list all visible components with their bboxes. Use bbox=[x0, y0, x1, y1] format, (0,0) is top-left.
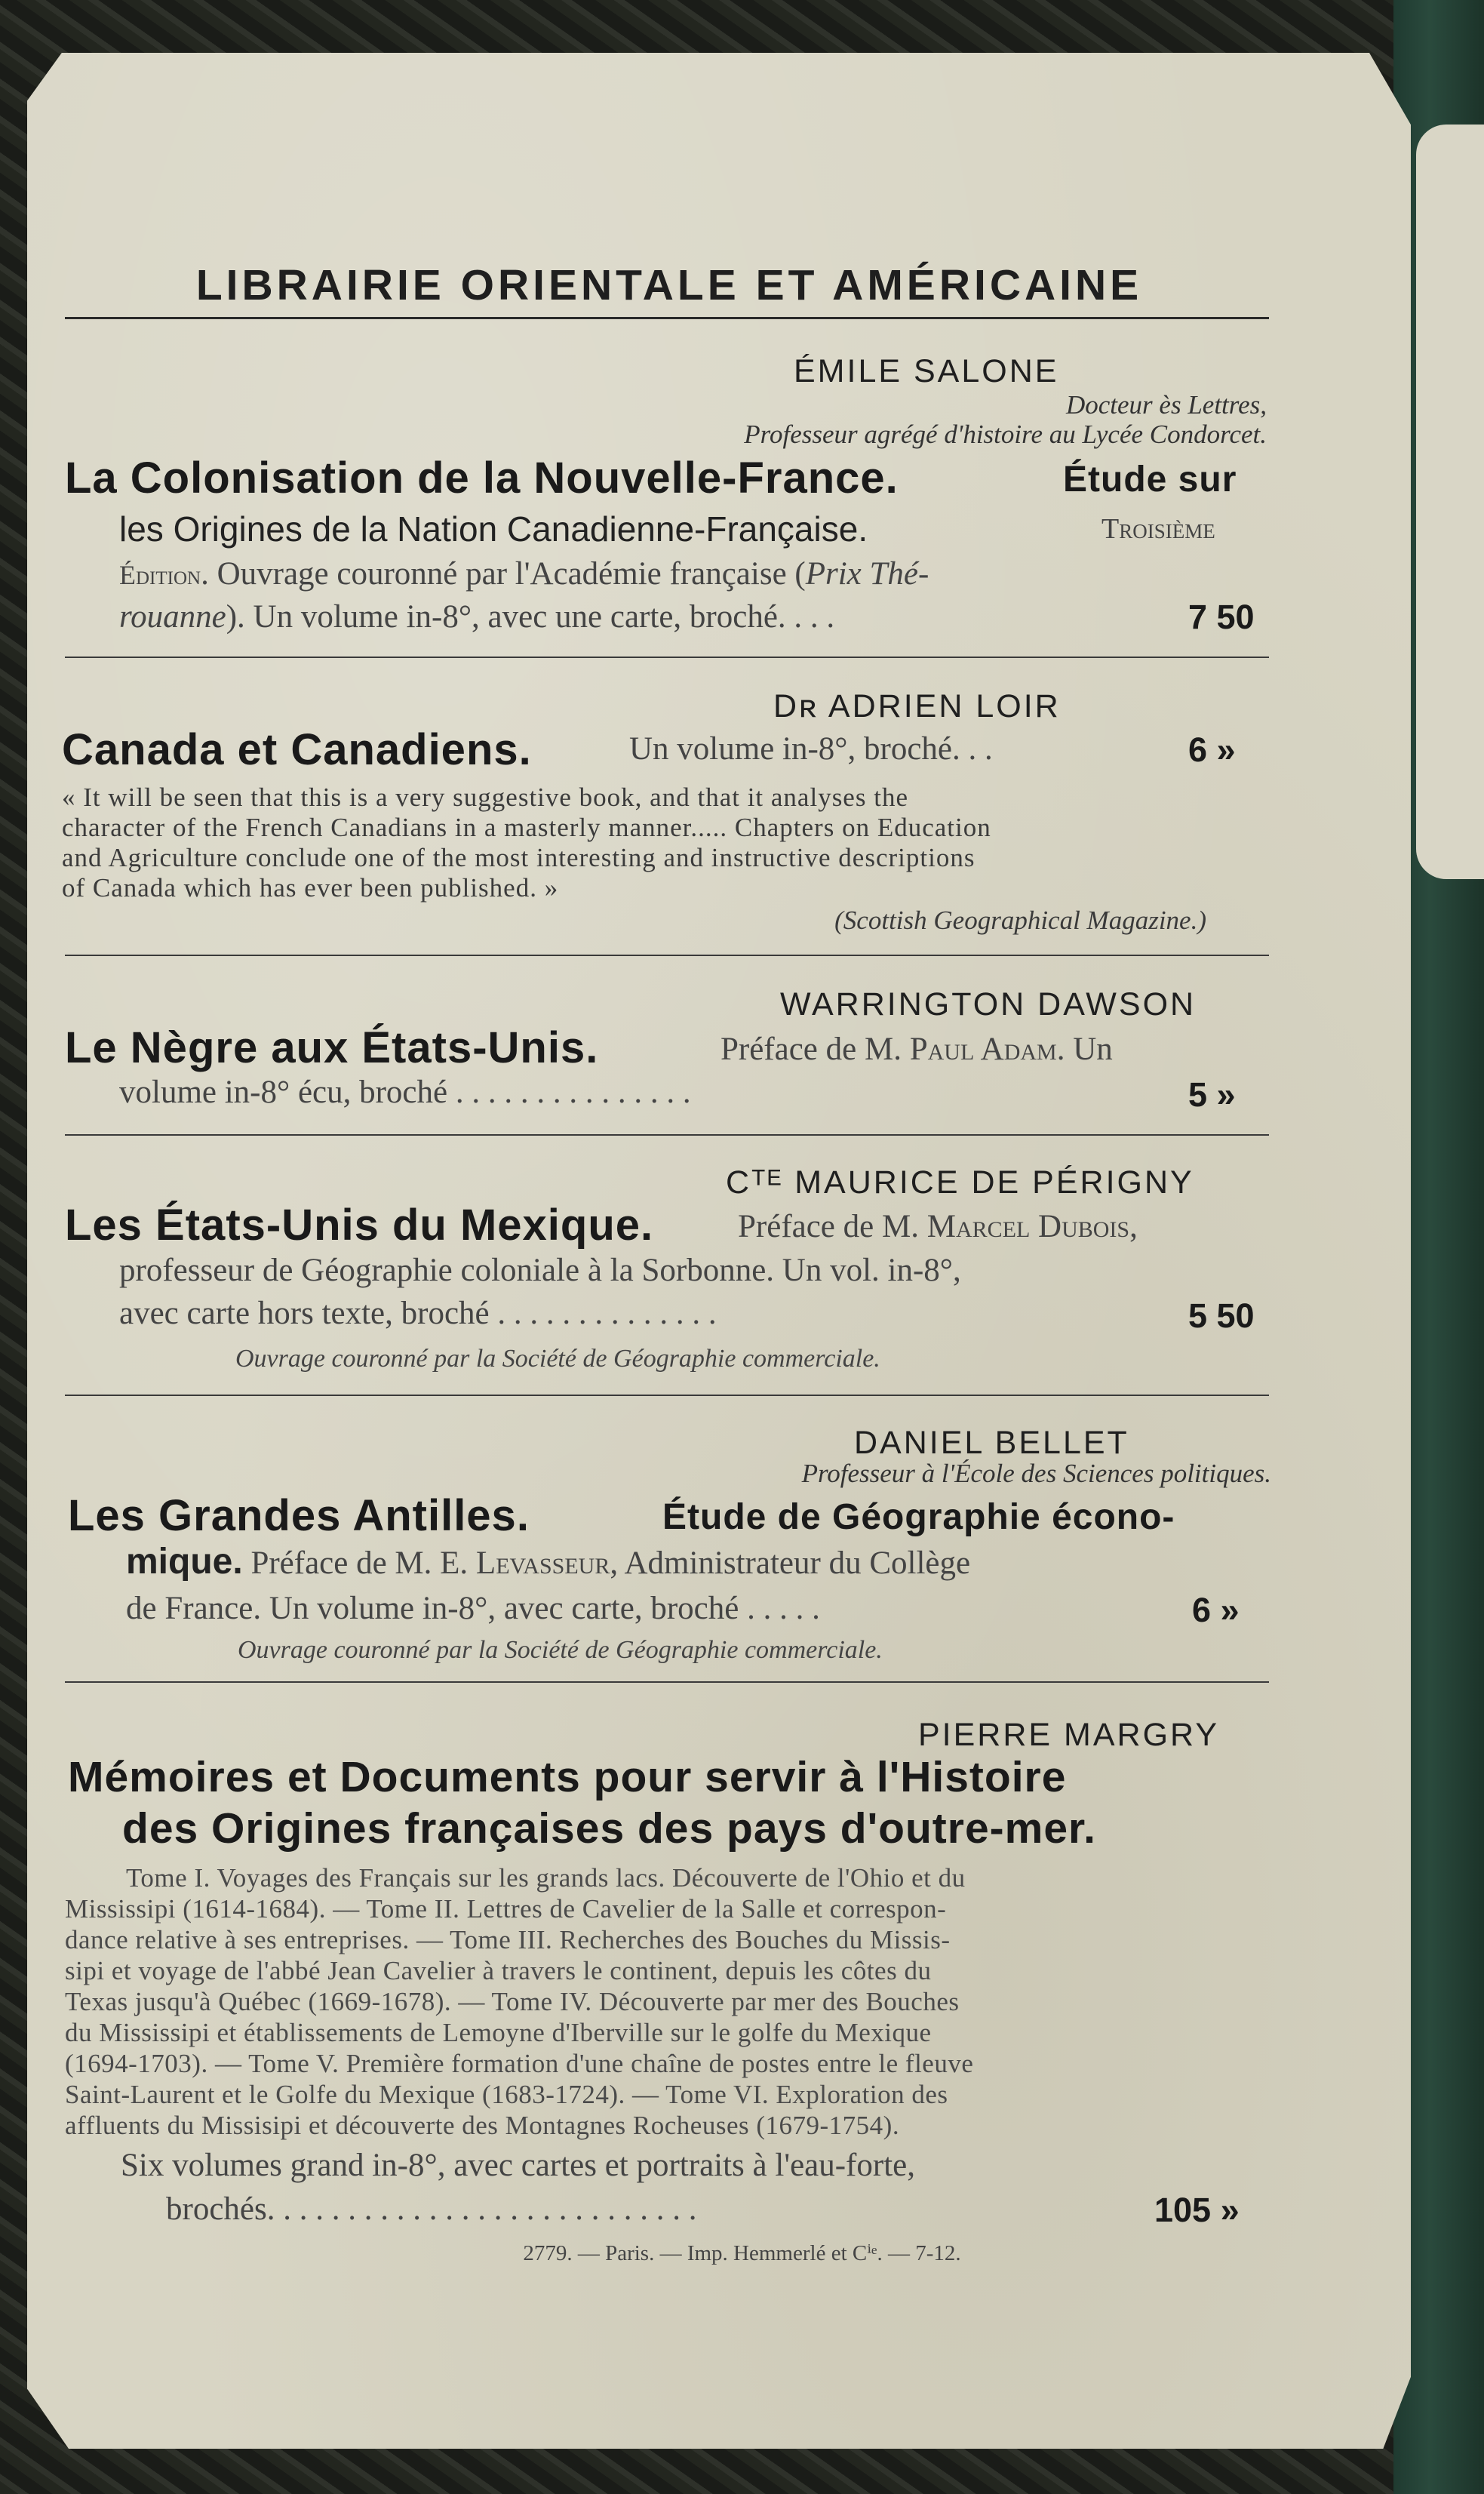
header-rule bbox=[65, 317, 1269, 319]
description-line: Édition. Ouvrage couronné par l'Académie française (Prix Thé- bbox=[119, 556, 929, 592]
book-title: Canada et Canadiens. bbox=[62, 725, 532, 774]
award-note: Ouvrage couronné par la Société de Géographie commerciale. bbox=[238, 1636, 883, 1664]
entry-divider bbox=[65, 657, 1269, 658]
subtitle-line: les Origines de la Nation Canadienne-Française. bbox=[119, 509, 868, 549]
entry-divider bbox=[65, 1134, 1269, 1136]
price: 105 » bbox=[1154, 2191, 1240, 2229]
author-loir: Dʀ ADRIEN LOIR bbox=[773, 688, 1061, 724]
description-line: brochés. . . . . . . . . . . . . . . . . . . . . . . . . . . bbox=[166, 2191, 697, 2227]
book-title: des Origines françaises des pays d'outre-mer. bbox=[122, 1804, 1096, 1853]
entry-divider bbox=[65, 1681, 1269, 1683]
credential-line: Docteur ès Lettres, bbox=[1065, 390, 1267, 420]
author-salone: ÉMILE SALONE bbox=[794, 353, 1059, 389]
author-dawson: WARRINGTON DAWSON bbox=[780, 986, 1197, 1023]
description-line: rouanne). Un volume in-8°, avec une carte, broché. . . . bbox=[119, 599, 835, 635]
book-title: Mémoires et Documents pour servir à l'Histoire bbox=[68, 1753, 1067, 1801]
tome-line: Mississipi (1614-1684). — Tome II. Lettres de Cavelier de la Salle et correspon- bbox=[65, 1894, 947, 1924]
quote-source: (Scottish Geographical Magazine.) bbox=[834, 906, 1206, 935]
book-subtitle: Étude de Géographie écono- bbox=[662, 1497, 1175, 1537]
entry-divider bbox=[65, 1395, 1269, 1396]
description-line: professeur de Géographie coloniale à la Sorbonne. Un vol. in-8°, bbox=[119, 1253, 961, 1288]
printer-imprint: 2779. — Paris. — Imp. Hemmerlé et Cⁱᵉ. — 7-12. bbox=[523, 2241, 961, 2265]
book-title: Le Nègre aux États-Unis. bbox=[65, 1023, 599, 1072]
publisher-header: LIBRAIRIE ORIENTALE ET AMÉRICAINE bbox=[195, 261, 1143, 309]
price: 5 » bbox=[1188, 1075, 1236, 1114]
description-line: avec carte hors texte, broché . . . . . . . . . . . . . . bbox=[119, 1296, 717, 1331]
quote-line: « It will be seen that this is a very suggestive book, and that it analyses the bbox=[62, 783, 908, 812]
edition-label: Troisième bbox=[1101, 513, 1215, 545]
tome-line: affluents du Missisipi et découverte des Montagnes Rocheuses (1679-1754). bbox=[65, 2111, 900, 2140]
paper-tab bbox=[1416, 125, 1484, 879]
book-title: Les États-Unis du Mexique. bbox=[65, 1201, 654, 1250]
credential-line: Professeur agrégé d'histoire au Lycée Condorcet. bbox=[744, 420, 1267, 449]
price: 5 50 bbox=[1188, 1296, 1255, 1335]
author-margry: PIERRE MARGRY bbox=[918, 1717, 1219, 1753]
tome-line: Saint-Laurent et le Golfe du Mexique (1683-1724). — Tome VI. Exploration des bbox=[65, 2080, 948, 2109]
description-line: de France. Un volume in-8°, avec carte, broché . . . . . bbox=[126, 1591, 820, 1626]
tome-line: Texas jusqu'à Québec (1669-1678). — Tome IV. Découverte par mer des Bouches bbox=[65, 1987, 960, 2016]
book-title: La Colonisation de la Nouvelle-France. bbox=[65, 454, 899, 503]
author-perigny: Cᵀᴱ MAURICE DE PÉRIGNY bbox=[726, 1164, 1194, 1201]
description-line: Un volume in-8°, broché. . . bbox=[629, 731, 993, 767]
quote-line: and Agriculture conclude one of the most interesting and instructive descriptions bbox=[62, 843, 976, 872]
price: 7 50 bbox=[1188, 598, 1255, 636]
description-line: volume in-8° écu, broché . . . . . . . . . . . . . . . bbox=[119, 1075, 691, 1110]
description-line: Six volumes grand in-8°, avec cartes et portraits à l'eau-forte, bbox=[121, 2148, 915, 2183]
description-line: Préface de M. Marcel Dubois, bbox=[738, 1209, 1138, 1244]
book-title: Les Grandes Antilles. bbox=[68, 1491, 530, 1540]
book-subtitle: Étude sur bbox=[1063, 460, 1237, 500]
entry-divider bbox=[65, 955, 1269, 956]
description-line: Préface de M. Paul Adam. Un bbox=[720, 1032, 1113, 1067]
tome-line: (1694-1703). — Tome V. Première formation d'une chaîne de postes entre le fleuve bbox=[65, 2049, 974, 2078]
price: 6 » bbox=[1192, 1591, 1240, 1629]
quote-line: character of the French Canadians in a masterly manner..... Chapters on Education bbox=[62, 813, 991, 842]
tome-line: sipi et voyage de l'abbé Jean Cavelier à travers le continent, depuis les côtes du bbox=[65, 1956, 932, 1985]
tome-line: Tome I. Voyages des Français sur les grands lacs. Découverte de l'Ohio et du bbox=[126, 1863, 966, 1893]
credential-line: Professeur à l'École des Sciences politiques. bbox=[801, 1459, 1271, 1488]
award-note: Ouvrage couronné par la Société de Géographie commerciale. bbox=[235, 1345, 880, 1373]
tome-line: du Mississipi et établissements de Lemoyne d'Iberville sur le golfe du Mexique bbox=[65, 2018, 932, 2047]
tome-line: dance relative à ses entreprises. — Tome III. Recherches des Bouches du Missis- bbox=[65, 1925, 951, 1954]
author-bellet: DANIEL BELLET bbox=[854, 1425, 1129, 1461]
price: 6 » bbox=[1188, 730, 1236, 769]
quote-line: of Canada which has ever been published. » bbox=[62, 873, 559, 903]
description-line: mique. Préface de M. E. Levasseur, Administrateur du Collège bbox=[126, 1542, 971, 1582]
